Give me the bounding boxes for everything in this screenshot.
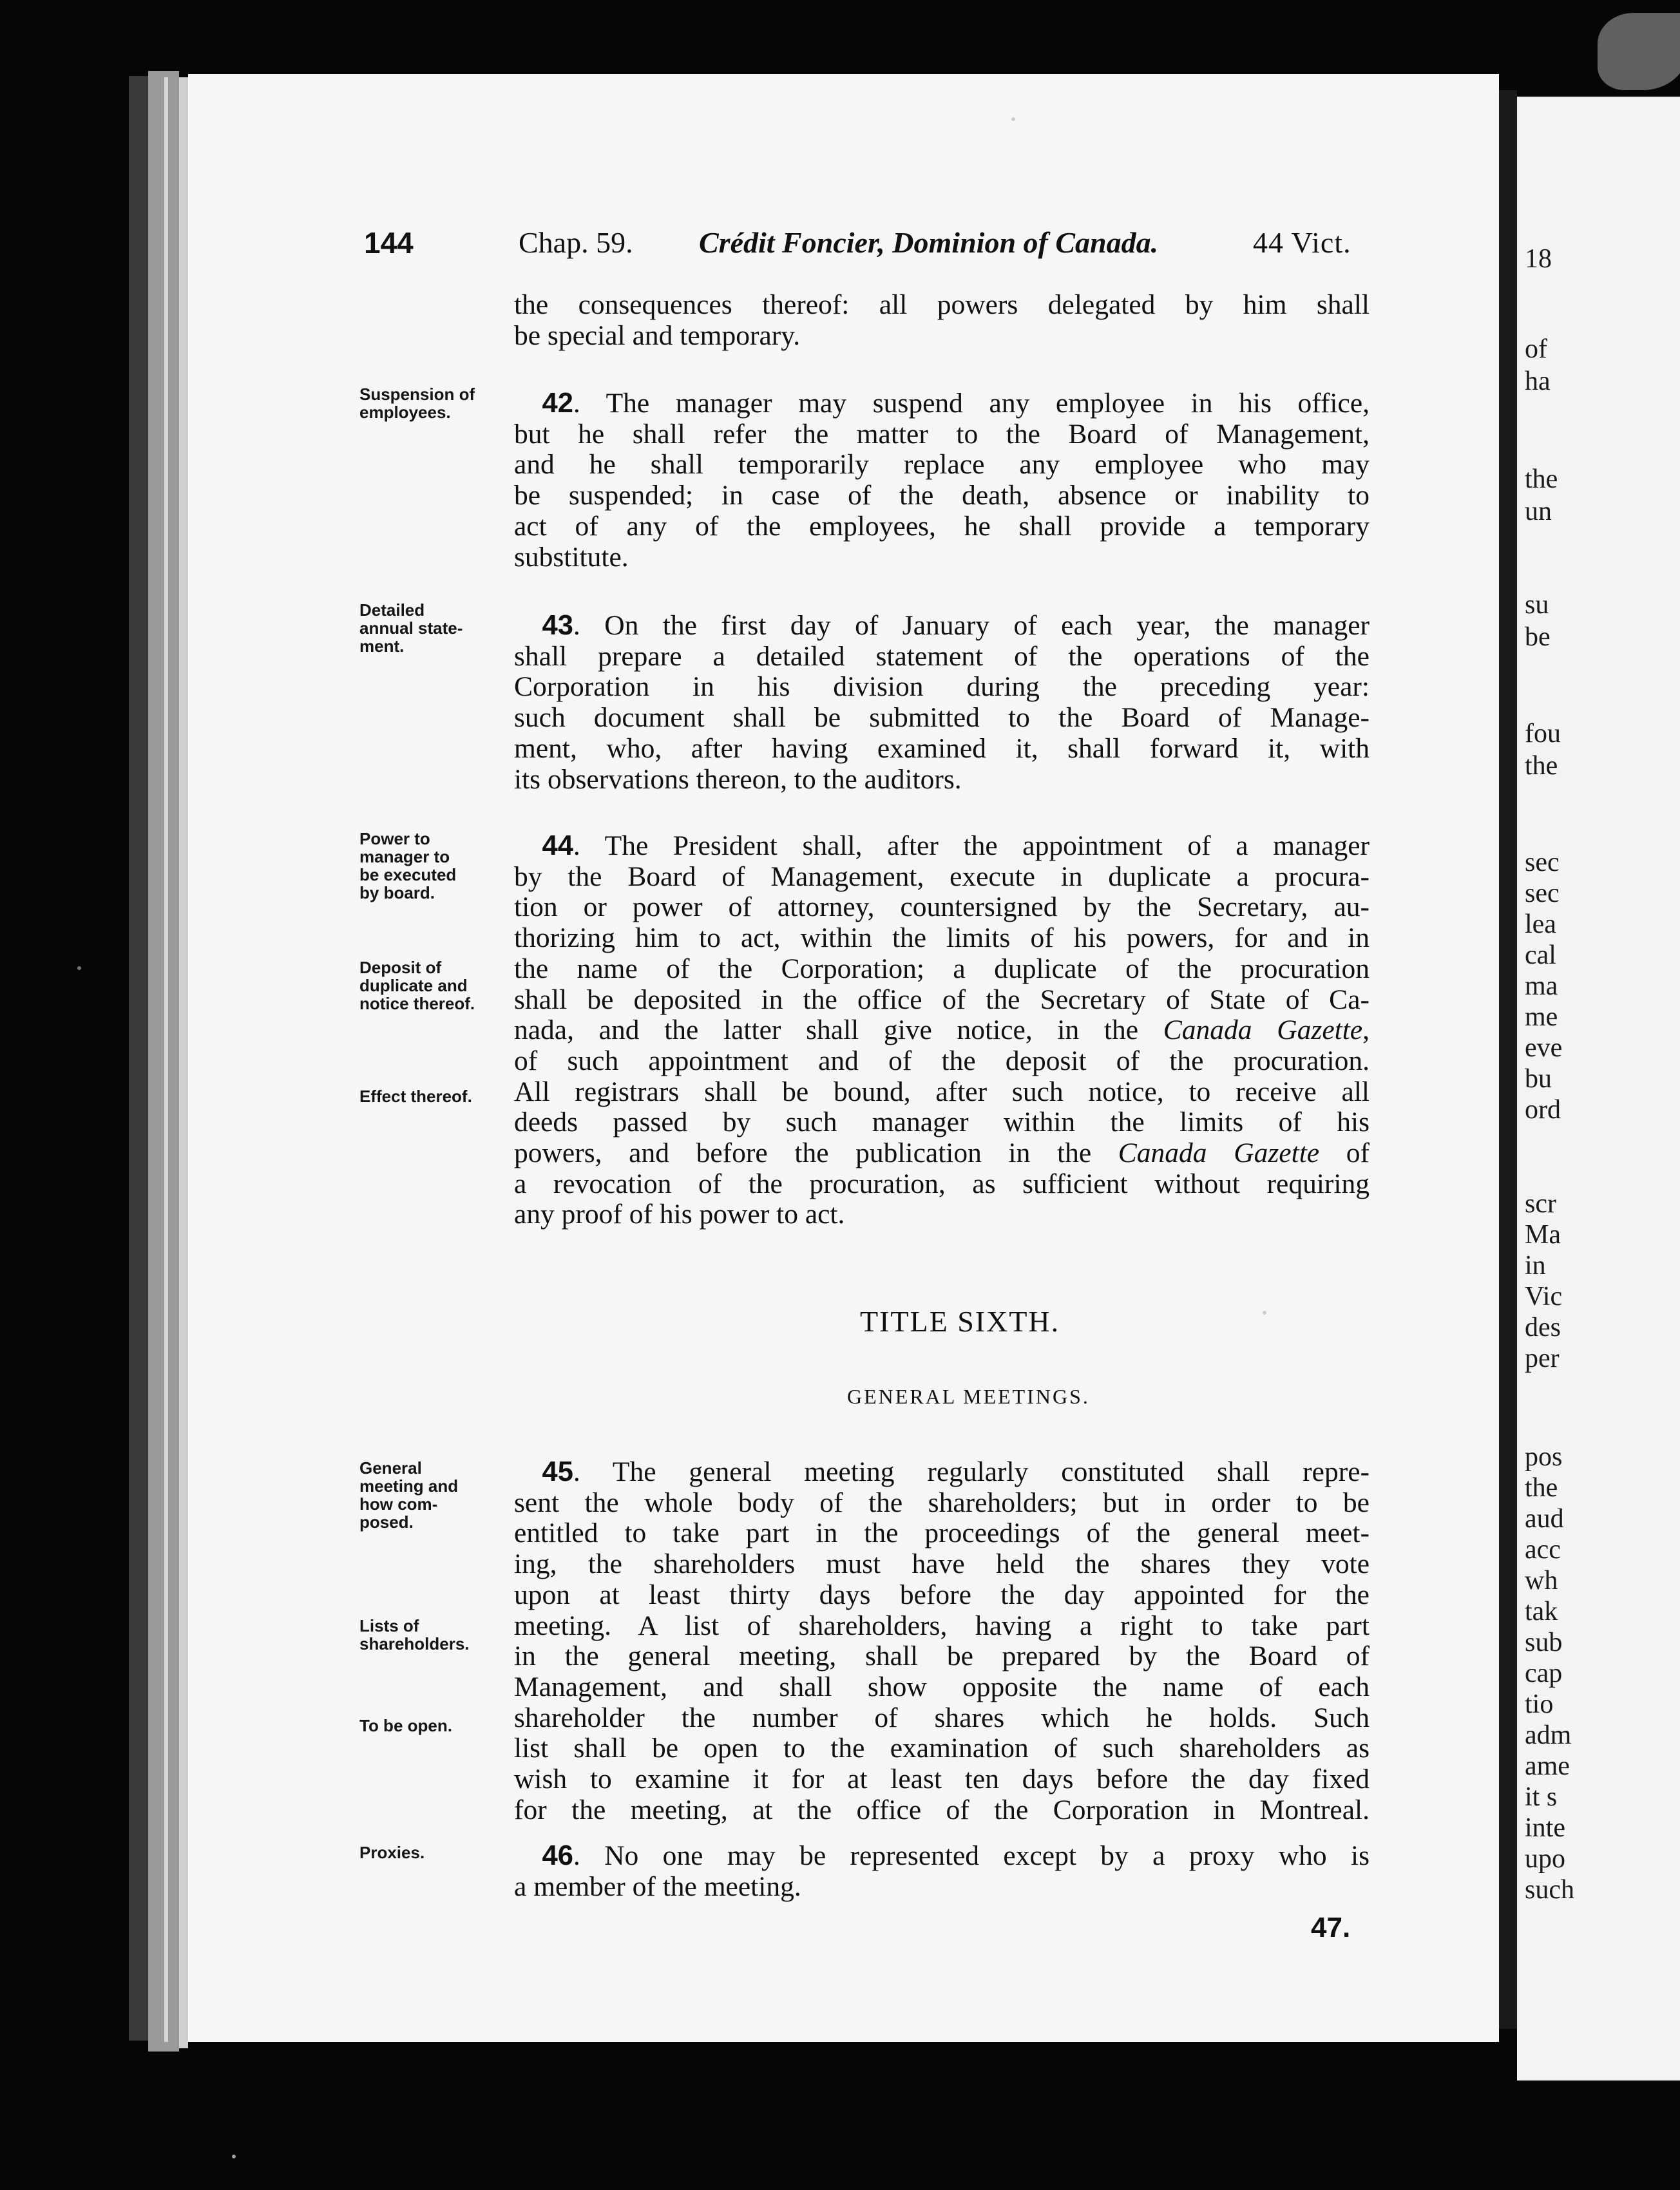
next-page-text: adm [1525, 1720, 1572, 1750]
text-line: and he shall temporarily replace any employee who may [514, 449, 1370, 481]
text-line: a member of the meeting. [514, 1871, 801, 1902]
next-page-text: the [1525, 1473, 1558, 1503]
next-page-text: bu [1525, 1064, 1552, 1094]
dust-speck [1011, 117, 1015, 121]
text-line: the name of the Corporation; a duplicate of the procuration [514, 953, 1370, 984]
text-line: wish to examine it for at least ten days before the day fixed [514, 1764, 1370, 1795]
next-page-text: un [1525, 497, 1552, 526]
margin-note-deposit: Deposit of duplicate and notice thereof. [359, 958, 475, 1013]
regnal-year: 44 Vict. [1253, 226, 1351, 259]
dust-speck [1263, 1311, 1266, 1315]
dust-speck [77, 966, 81, 970]
right-page-fragment [1517, 97, 1680, 2080]
next-page-text: me [1525, 1002, 1558, 1032]
margin-note-general-meeting: General meeting and how com- posed. [359, 1458, 459, 1532]
text-line: by the Board of Management, execute in duplicate a procura- [514, 861, 1370, 892]
next-page-text: upo [1525, 1844, 1565, 1874]
next-page-text: ord [1525, 1095, 1561, 1125]
margin-note-power: Power to manager to be executed by board. [359, 829, 457, 902]
next-page-text: ame [1525, 1751, 1570, 1781]
text-line: Corporation in his division during the preceding year: [514, 671, 1370, 703]
next-page-text: tak [1525, 1597, 1558, 1626]
text-line: shall prepare a detailed statement of the operations of the [514, 640, 1370, 672]
book-page-edge-line [164, 77, 168, 2042]
page-number: 144 [364, 226, 414, 260]
next-page-text: cap [1525, 1659, 1563, 1688]
next-page-text: 18 [1525, 244, 1552, 274]
next-page-text: scr [1525, 1189, 1556, 1219]
next-page-text: of [1525, 334, 1547, 364]
text-line: nada, and the latter shall give notice, in the Canada Gazette, [514, 1014, 1370, 1046]
text-line: be suspended; in case of the death, absence or inability to [514, 480, 1370, 511]
section-46 [514, 1841, 1370, 1902]
text-line: 43. On the first day of January of each year, the manager [542, 610, 1370, 641]
next-page-text: des [1525, 1313, 1561, 1342]
next-page-text: in [1525, 1251, 1546, 1281]
dust-speck [232, 2155, 236, 2158]
text-line: but he shall refer the matter to the Board of Management, [514, 418, 1370, 450]
text-line: tion or power of attorney, countersigned by the Secretary, au- [514, 891, 1370, 923]
running-title: Crédit Foncier, Dominion of Canada. [699, 226, 1159, 259]
next-page-text: aud [1525, 1504, 1564, 1534]
text-line: for the meeting, at the office of the Corporation in Montreal. [514, 1794, 1370, 1825]
section-number: 42 [542, 388, 573, 419]
book-page-edges [148, 71, 179, 2052]
next-page-text: the [1525, 751, 1558, 781]
section-43 [514, 611, 1370, 795]
text-line: of such appointment and of the deposit of the procuration. [514, 1045, 1370, 1076]
text-line: meeting. A list of shareholders, having a right to take part [514, 1610, 1370, 1641]
margin-note-effect: Effect thereof. [359, 1087, 472, 1106]
section-number: 45 [542, 1456, 573, 1487]
book-edge-shadow [129, 76, 148, 2041]
text-line: 45. The general meeting regularly constituted shall repre- [542, 1456, 1370, 1487]
text-line: such document shall be submitted to the Board of Manage- [514, 702, 1370, 734]
margin-note-proxies: Proxies. [359, 1843, 425, 1862]
next-page-text: fou [1525, 719, 1561, 748]
next-page-text: per [1525, 1344, 1560, 1373]
next-page-text: sec [1525, 848, 1560, 877]
text-line: All registrars shall be bound, after such notice, to receive all [514, 1076, 1370, 1107]
next-page-text: Ma [1525, 1220, 1561, 1250]
text-line: 44. The President shall, after the appointment of a manager [542, 830, 1370, 861]
next-page-text: sec [1525, 879, 1560, 908]
next-page-text: lea [1525, 909, 1556, 939]
intro-paragraph [514, 290, 1370, 351]
text-line: ing, the shareholders must have held the shares they vote [514, 1548, 1370, 1580]
next-page-text: acc [1525, 1535, 1561, 1565]
next-page-text: ma [1525, 971, 1558, 1001]
text-line: sent the whole body of the shareholders; but in order to be [514, 1487, 1370, 1518]
next-page-text: inte [1525, 1813, 1565, 1843]
margin-note-lists: Lists of shareholders. [359, 1616, 470, 1653]
next-page-text: tio [1525, 1690, 1554, 1719]
text-line: be special and temporary. [514, 319, 801, 351]
text-line: shareholder the number of shares which he holds. Such [514, 1702, 1370, 1733]
section-42 [514, 388, 1370, 573]
text-line: upon at least thirty days before the day appointed for the [514, 1579, 1370, 1610]
next-page-text: be [1525, 622, 1551, 652]
book-gutter [1499, 90, 1517, 2029]
next-page-text: such [1525, 1875, 1574, 1905]
section-number: 46 [542, 1840, 573, 1871]
next-page-text: pos [1525, 1442, 1563, 1472]
text-line: entitled to take part in the proceedings of the general meet- [514, 1518, 1370, 1549]
text-line: the consequences thereof: all powers delegated by him shall [514, 289, 1370, 320]
next-page-text: eve [1525, 1033, 1563, 1063]
text-line: shall be deposited in the office of the Secretary of State of Ca- [514, 984, 1370, 1015]
text-line: 46. No one may be represented except by a proxy who is [542, 1840, 1370, 1871]
text-line: thorizing him to act, within the limits of his powers, for and in [514, 922, 1370, 954]
text-line: a revocation of the procuration, as sufficient without requiring [514, 1168, 1370, 1199]
text-line: list shall be open to the examination of such shareholders as [514, 1733, 1370, 1764]
next-page-text: ha [1525, 367, 1551, 396]
text-line: act of any of the employees, he shall provide a temporary [514, 510, 1370, 542]
title-heading: TITLE SIXTH. [860, 1305, 1060, 1338]
next-page-text: su [1525, 590, 1549, 620]
next-page-text: the [1525, 464, 1558, 494]
section-44 [514, 831, 1370, 1230]
section-number: 43 [542, 610, 573, 641]
text-line: substitute. [514, 541, 629, 573]
margin-note-annual-statement: Detailed annual state- ment. [359, 600, 463, 656]
text-line: any proof of his power to act. [514, 1199, 845, 1230]
margin-note-open: To be open. [359, 1716, 452, 1735]
next-page-text: Vic [1525, 1282, 1563, 1311]
next-page-text: sub [1525, 1628, 1563, 1657]
catchword: 47. [1311, 1912, 1351, 1943]
subheading: GENERAL MEETINGS. [847, 1385, 1090, 1408]
text-line: deeds passed by such manager within the limits of his [514, 1107, 1370, 1138]
next-page-text: cal [1525, 940, 1556, 970]
next-page-text: it s [1525, 1782, 1558, 1812]
section-number: 44 [542, 830, 573, 861]
margin-note-suspension: Suspension of employees. [359, 385, 475, 422]
section-45 [514, 1457, 1370, 1825]
chapter-label: Chap. 59. [519, 226, 633, 259]
text-line: ment, who, after having examined it, shall forward it, with [514, 732, 1370, 764]
text-line: powers, and before the publication in the Canada Gazette of [514, 1138, 1370, 1169]
book-page-edge-inner [179, 77, 188, 2048]
text-line: in the general meeting, shall be prepared by the Board of [514, 1641, 1370, 1672]
scan-blemish [1598, 13, 1680, 90]
text-line: its observations thereon, to the auditors. [514, 763, 962, 795]
text-line: 42. The manager may suspend any employee in his office, [542, 388, 1370, 419]
text-line: Management, and shall show opposite the name of each [514, 1671, 1370, 1702]
next-page-text: wh [1525, 1566, 1558, 1595]
